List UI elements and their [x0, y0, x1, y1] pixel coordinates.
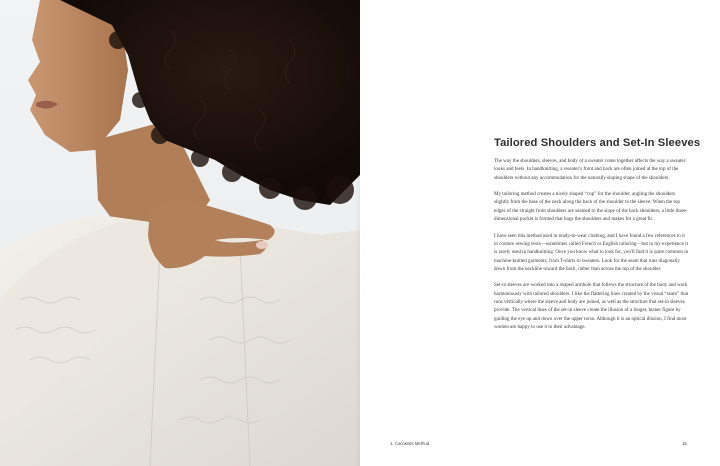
- body-text: [494, 157, 689, 340]
- paragraph-3: I have seen this method used in ready-to-wear clothing, and I have found a few references to it in couture sewing texts—sometimes called French or English tailoring—but in my experience it is rarely used in handknitting. Once you know what to look for, you'll find it is quite common in machine-knitted garments, from T-shirts to sweaters. Look for the seam that runs diagonally down from the neckline toward the back, rather than across the top of the shoulder.: [494, 232, 689, 272]
- paragraph-2: My tailoring method creates a nicely shaped “cup” for the shoulder, angling the shoulders slightly from the base of the neck along the back of the shoulder to the sleeve. When the top edges of the straight front shoulders are seamed to the slope of the back shoulders, a little three-dimensional pocket is formed that hugs the shoulders and makes for a great fit.: [494, 191, 688, 223]
- page-number: 15: [682, 441, 687, 446]
- fingernail-shape: [256, 241, 268, 249]
- paragraph-4: Set-in sleeves are worked into a shaped armhole that follows the structure of the body and work harmoniously with tailored shoulders. I like the flattering lines created by the visual “seam” that runs vertically where the sleeve and body are joined, as well as the structure that set-in sleeves provide. The vertical lines of the set-in sleeve create the illusion of a longer, leaner figure by guiding the eye up and down over the upper torso. Although it is an optical illusion, I find most women are happy to use it to their advantage.: [494, 282, 689, 330]
- running-footer: 1. Cocoknits Method: [390, 441, 430, 446]
- section-heading: Tailored Shoulders and Set-In Sleeves: [494, 137, 701, 149]
- paragraph-1: The way the shoulders, sleeves, and body of a sweater come together affects the way a sweater looks and feels. In handknitting, a sweater's front and back are often joined at the top of the shoulders without any accommodation for the naturally sloping shape of the shoulders.: [494, 158, 686, 181]
- right-text-page: [360, 0, 720, 466]
